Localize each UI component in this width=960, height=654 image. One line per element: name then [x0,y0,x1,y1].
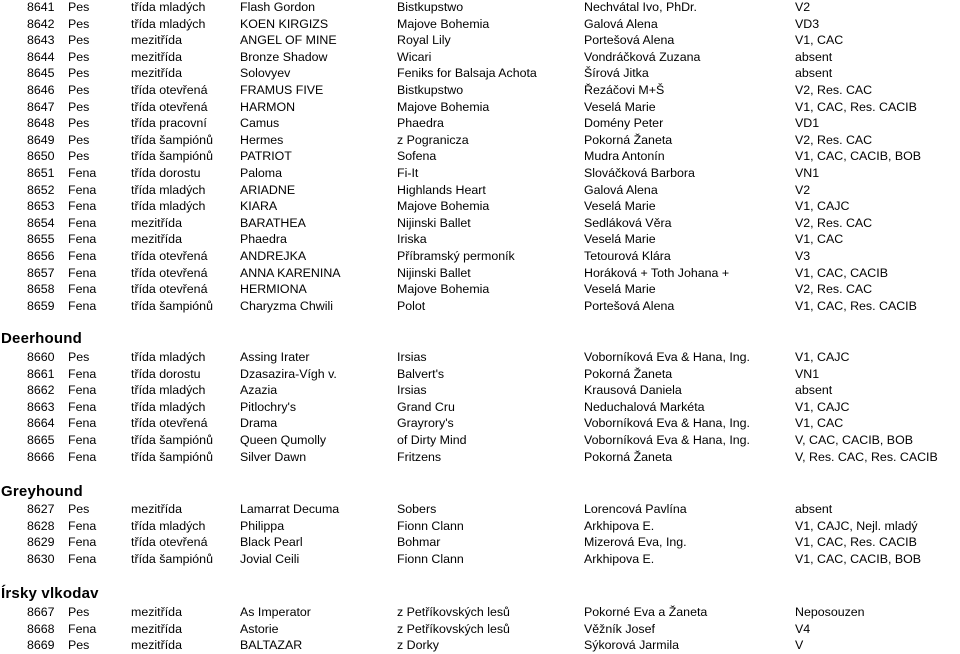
catalog-number: 8667 [27,605,55,619]
section-heading: Deerhound [1,330,82,347]
table-row [0,399,960,416]
table-row [0,298,960,315]
result: V, Res. CAC, Res. CACIB [795,449,938,464]
kennel: Polot [397,298,426,313]
sex: Pes [68,49,90,64]
catalog-number: 8663 [27,399,55,414]
result: absent [795,49,833,64]
owner: Arkhipova E. [584,518,655,533]
table-row [0,231,960,248]
sex: Fena [68,621,97,636]
dog-name: KIARA [240,199,278,214]
catalog-number: 8628 [27,518,55,533]
dog-name: Bronze Shadow [240,49,328,64]
sex: Fena [68,433,97,447]
catalog-number: 8643 [27,33,55,48]
table-row [0,65,960,82]
sex: Fena [68,366,97,381]
owner: Veselá Marie [584,282,656,297]
table-row [0,265,960,282]
result: V3 [795,249,811,263]
dog-name: Queen Qumolly [240,433,327,447]
result: Neposouzen [795,605,865,619]
kennel: Irsias [397,383,427,398]
kennel: Příbramský permoník [397,249,515,263]
sex: Fena [68,449,97,464]
class: třída šampiónů [131,149,213,164]
catalog-number: 8665 [27,433,55,447]
table-row [0,518,960,535]
owner: Voborníková Eva & Hana, Ing. [584,433,751,447]
result: VD3 [795,16,820,31]
class: třída otevřená [131,249,208,263]
sex: Fena [68,383,97,398]
owner: Galová Alena [584,16,658,31]
kennel: z Dorky [397,638,439,653]
table-row [0,148,960,165]
dog-name: Silver Dawn [240,449,307,464]
result: VD1 [795,116,820,131]
catalog-number: 8645 [27,66,55,81]
sex: Fena [68,535,97,550]
dog-name: FRAMUS FIVE [240,83,324,97]
dog-name: Astorie [240,621,279,636]
section-heading: Írsky vlkodav [1,585,99,602]
class: třída mladých [131,350,206,364]
result: V2 [795,0,811,14]
catalog-number: 8630 [27,551,55,566]
result: absent [795,66,833,81]
kennel: z Petříkovských lesů [397,605,510,619]
class: třída dorostu [131,166,201,180]
owner: Pokorná Žaneta [584,132,673,147]
class: třída otevřená [131,282,208,297]
catalog-number: 8666 [27,449,55,464]
dog-name: Hermes [240,132,284,147]
result: V1, CAJC [795,399,850,414]
owner: Arkhipova E. [584,551,655,566]
catalog-number: 8660 [27,350,55,364]
owner: Mizerová Eva, Ing. [584,535,687,550]
catalog-number: 8657 [27,265,55,280]
sex: Fena [68,199,97,214]
kennel: Bohmar [397,535,441,550]
table-row [0,366,960,383]
kennel: Irsias [397,350,427,364]
class: třída pracovní [131,116,207,131]
table-row [0,551,960,568]
catalog-number: 8668 [27,621,55,636]
table-row [0,16,960,33]
kennel: Majove Bohemia [397,16,490,31]
catalog-number: 8627 [27,502,55,516]
catalog-number: 8650 [27,149,55,164]
kennel: Balvert's [397,366,445,381]
catalog-number: 8641 [27,0,55,14]
dog-name: Phaedra [240,232,287,247]
dog-name: Jovial Ceili [240,551,300,566]
kennel: Nijinski Ballet [397,265,471,280]
sex: Pes [68,350,90,364]
class: třída otevřená [131,535,208,550]
catalog-number: 8664 [27,416,55,431]
kennel: Wicari [397,49,432,64]
kennel: Fi-It [397,166,419,180]
result: V1, CAJC, Nejl. mladý [795,518,918,533]
table-row [0,432,960,449]
kennel: Grayrory's [397,416,454,431]
class: třída mladých [131,0,206,14]
class: třída otevřená [131,416,208,431]
owner: Mudra Antonín [584,149,665,164]
catalog-number: 8642 [27,16,55,31]
kennel: Iriska [397,232,427,247]
class: mezitřída [131,502,182,516]
sex: Pes [68,605,90,619]
dog-name: Philippa [240,518,285,533]
sex: Fena [68,232,97,247]
result: V1, CAC, CACIB, BOB [795,149,922,164]
catalog-number: 8662 [27,383,55,398]
class: třída otevřená [131,99,208,114]
sex: Pes [68,83,90,97]
owner: Řezáčovi M+Š [584,83,665,97]
owner: Vondráčková Zuzana [584,49,701,64]
catalog-number: 8644 [27,49,55,64]
kennel: Phaedra [397,116,444,131]
catalog-number: 8648 [27,116,55,131]
dog-name: Assing Irater [240,350,310,364]
class: mezitřída [131,49,182,64]
class: mezitřída [131,66,182,81]
sex: Fena [68,249,97,263]
table-row [0,99,960,116]
sex: Pes [68,149,90,164]
result: VN1 [795,366,820,381]
table-row [0,82,960,99]
dog-name: ARIADNE [240,182,296,197]
kennel: Royal Lily [397,33,451,48]
result: V1, CAC [795,416,844,431]
result: V2, Res. CAC [795,282,873,297]
dog-name: Azazia [240,383,278,398]
kennel: Fritzens [397,449,442,464]
owner: Tetourová Klára [584,249,671,263]
table-row [0,534,960,551]
table-row [0,349,960,366]
owner: Neduchalová Markéta [584,399,705,414]
dog-name: KOEN KIRGIZS [240,16,329,31]
result: VN1 [795,166,820,180]
owner: Šírová Jitka [584,66,649,81]
class: mezitřída [131,621,182,636]
class: třída šampiónů [131,433,213,447]
owner: Lorencová Pavlína [584,502,687,516]
table-row [0,281,960,298]
class: třída šampiónů [131,298,213,313]
owner: Slováčková Barbora [584,166,695,180]
sex: Pes [68,33,90,48]
kennel: Bistkupstwo [397,0,464,14]
class: třída šampiónů [131,449,213,464]
kennel: Sofena [397,149,437,164]
table-row [0,115,960,132]
kennel: of Dirty Mind [397,433,467,447]
dog-name: PATRIOT [240,149,292,164]
owner: Portešová Alena [584,298,675,313]
class: třída mladých [131,199,206,214]
sex: Fena [68,215,97,230]
section-heading: Greyhound [1,483,83,500]
owner: Veselá Marie [584,99,656,114]
table-row [0,604,960,621]
dog-name: BARATHEA [240,215,306,230]
dog-name: ANNA KARENINA [240,265,341,280]
sex: Fena [68,416,97,431]
class: mezitřída [131,232,182,247]
owner: Pokorná Žaneta [584,449,673,464]
owner: Horáková + Toth Johana + [584,265,730,280]
sex: Pes [68,66,90,81]
kennel: Sobers [397,502,437,516]
class: mezitřída [131,33,182,48]
dog-name: Solovyev [240,66,291,81]
owner: Pokorné Eva a Žaneta [584,605,708,619]
sex: Pes [68,132,90,147]
kennel: Majove Bohemia [397,199,490,214]
kennel: z Pogranicza [397,132,469,147]
result: V [795,638,804,653]
table-row [0,382,960,399]
dog-name: Charyzma Chwili [240,298,333,313]
class: třída šampiónů [131,132,213,147]
result: V2 [795,182,811,197]
result: V2, Res. CAC [795,83,873,97]
result: V1, CAC [795,33,844,48]
catalog-number: 8629 [27,535,55,550]
catalog-number: 8656 [27,249,55,263]
table-row [0,0,960,16]
kennel: Feniks for Balsaja Achota [397,66,537,81]
table-row [0,32,960,49]
class: třída dorostu [131,366,201,381]
class: třída šampiónů [131,551,213,566]
table-row [0,132,960,149]
owner: Sedláková Věra [584,215,672,230]
class: třída otevřená [131,83,208,97]
owner: Galová Alena [584,182,658,197]
sex: Fena [68,182,97,197]
result: V1, CAJC [795,199,850,214]
kennel: Bistkupstwo [397,83,464,97]
table-row [0,415,960,432]
sex: Fena [68,399,97,414]
result: V1, CAJC [795,350,850,364]
sex: Fena [68,265,97,280]
dog-name: HARMON [240,99,296,114]
sex: Fena [68,298,97,313]
kennel: Highlands Heart [397,182,486,197]
kennel: Nijinski Ballet [397,215,471,230]
catalog-number: 8661 [27,366,55,381]
kennel: Majove Bohemia [397,282,490,297]
owner: Věžník Josef [584,621,655,636]
kennel: Fionn Clann [397,518,464,533]
catalog-number: 8655 [27,232,55,247]
table-row [0,182,960,199]
owner: Portešová Alena [584,33,675,48]
catalog-number: 8649 [27,132,55,147]
class: třída mladých [131,399,206,414]
sex: Fena [68,551,97,566]
class: třída mladých [131,16,206,31]
catalog-number: 8658 [27,282,55,297]
owner: Voborníková Eva & Hana, Ing. [584,350,751,364]
catalog-number: 8654 [27,215,55,230]
dog-name: Dzasazira-Vígh v. [240,366,337,381]
dog-name: ANDREJKA [240,249,307,263]
dog-name: ANGEL OF MINE [240,33,337,48]
result: V1, CAC, CACIB [795,265,888,280]
class: třída otevřená [131,265,208,280]
dog-name: HERMIONA [240,282,307,297]
sex: Pes [68,16,90,31]
owner: Domény Peter [584,116,664,131]
dog-name: Flash Gordon [240,0,316,14]
table-row [0,165,960,182]
sex: Pes [68,99,90,114]
owner: Voborníková Eva & Hana, Ing. [584,416,751,431]
table-row [0,49,960,66]
sex: Fena [68,166,97,180]
table-row [0,637,960,654]
catalog-number: 8653 [27,199,55,214]
owner: Pokorná Žaneta [584,366,673,381]
result: V1, CAC, Res. CACIB [795,298,917,313]
result: V2, Res. CAC [795,132,873,147]
class: třída mladých [131,182,206,197]
owner: Sýkorová Jarmila [584,638,680,653]
result: V, CAC, CACIB, BOB [795,433,913,447]
owner: Veselá Marie [584,232,656,247]
class: mezitřída [131,638,182,653]
sex: Pes [68,502,90,516]
class: třída mladých [131,383,206,398]
dog-name: Pitlochry's [240,399,297,414]
dog-name: Camus [240,116,280,131]
class: třída mladých [131,518,206,533]
table-row [0,449,960,466]
kennel: Grand Cru [397,399,455,414]
sex: Pes [68,0,90,14]
sex: Pes [68,638,90,653]
kennel: Fionn Clann [397,551,464,566]
owner: Nechvátal Ivo, PhDr. [584,0,697,14]
owner: Krausová Daniela [584,383,682,398]
dog-name: Paloma [240,166,283,180]
result: V1, CAC, Res. CACIB [795,535,917,550]
sex: Fena [68,282,97,297]
kennel: Majove Bohemia [397,99,490,114]
sex: Fena [68,518,97,533]
owner: Veselá Marie [584,199,656,214]
catalog-number: 8651 [27,166,55,180]
table-row [0,621,960,638]
result: V1, CAC, Res. CACIB [795,99,917,114]
table-row [0,248,960,265]
catalog-number: 8647 [27,99,55,114]
dog-name: BALTAZAR [240,638,303,653]
class: mezitřída [131,215,182,230]
catalog-number: 8646 [27,83,55,97]
result: absent [795,383,833,398]
catalog-number: 8652 [27,182,55,197]
catalog-number: 8669 [27,638,55,653]
dog-name: Lamarrat Decuma [240,502,340,516]
result: V1, CAC, CACIB, BOB [795,551,922,566]
dog-name: As Imperator [240,605,311,619]
kennel: z Petříkovských lesů [397,621,510,636]
result: V1, CAC [795,232,844,247]
result: V4 [795,621,811,636]
table-row [0,501,960,518]
table-row [0,215,960,232]
dog-name: Black Pearl [240,535,303,550]
dog-name: Drama [240,416,278,431]
sex: Pes [68,116,90,131]
result: absent [795,502,833,516]
class: mezitřída [131,605,182,619]
table-row [0,198,960,215]
result: V2, Res. CAC [795,215,873,230]
catalog-number: 8659 [27,298,55,313]
